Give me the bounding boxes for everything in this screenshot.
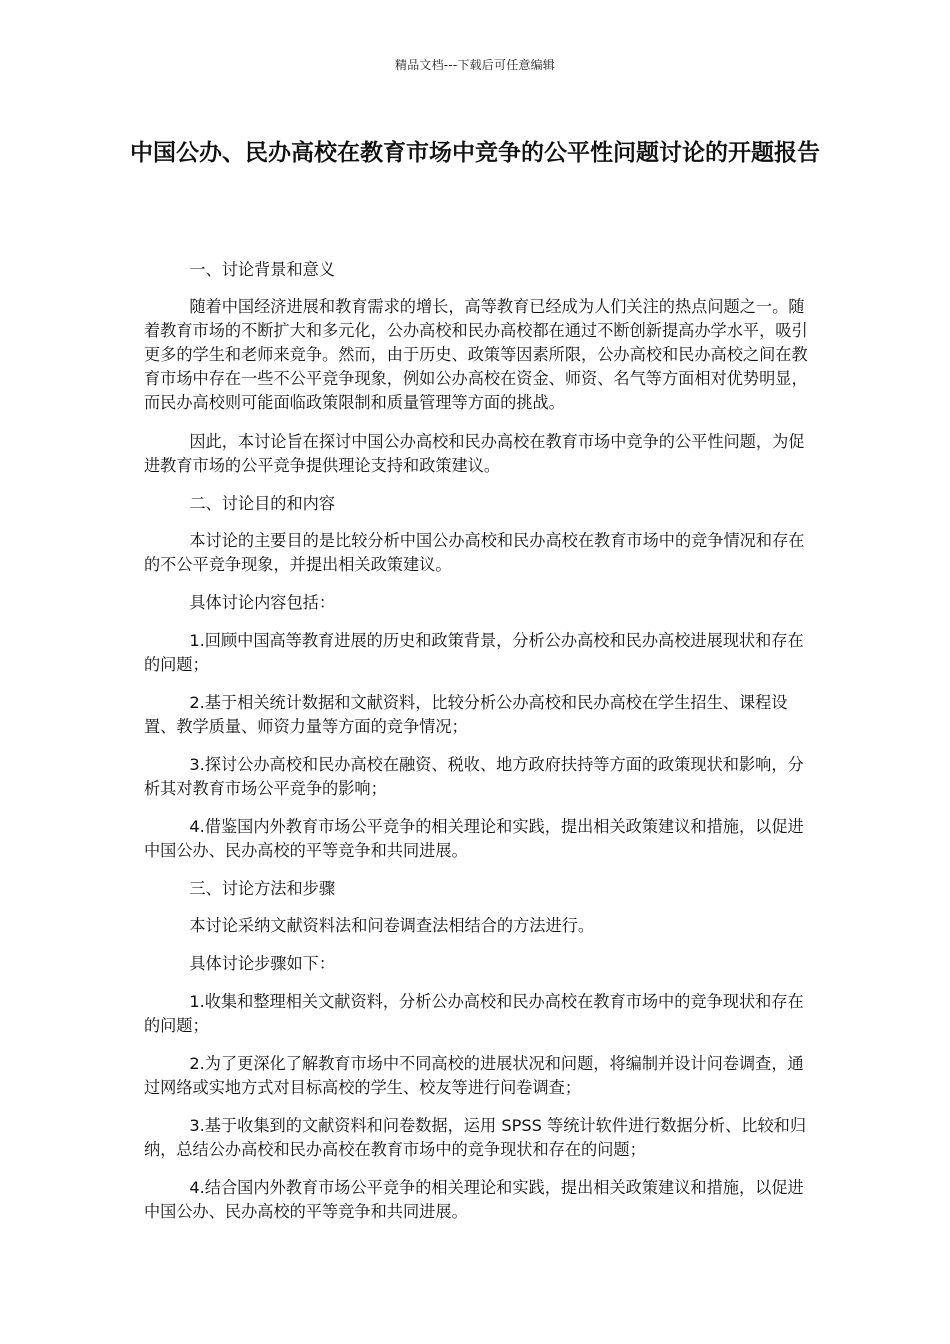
paragraph-main-goal: 本讨论的主要目的是比较分析中国公办高校和民办高校在教育市场中的竞争情况和存在的不公平竞争现象，并提出相关政策建议。 [144,531,805,574]
section-heading-methods: 三、讨论方法和步骤 [189,879,336,898]
document-body [144,258,808,1238]
list-item-step-1: 1.收集和整理相关文献资料，分析公办高校和民办高校在教育市场中的竞争现状和存在的问题； [144,992,804,1035]
list-item-step-4: 4.结合国内外教育市场公平竞争的相关理论和实践，提出相关政策建议和措施，以促进中国公办、民办高校的平等竞争和共同进展。 [144,1178,804,1221]
paragraph-background: 随着中国经济进展和教育需求的增长，高等教育已经成为人们关注的热点问题之一。随着教育市场的不断扩大和多元化，公办高校和民办高校都在通过不断创新提高办学水平，吸引更多的学生和老师来竞争。然而，由于历史、政策等因素所限，公办高校和民办高校之间在教育市场中存在一些不公平竞争现象，例如公办高校在资金、师资、名气等方面相对优势明显，而民办高校则可能面临政策限制和质量管理等方面的挑战。 [144,297,808,412]
list-item-content-1: 1.回顾中国高等教育进展的历史和政策背景，分析公办高校和民办高校进展现状和存在的问题； [144,631,804,674]
list-item-content-2: 2.基于相关统计数据和文献资料，比较分析公办高校和民办高校在学生招生、课程设置、教学质量、师资力量等方面的竞争情况； [144,693,788,736]
list-item-step-2: 2.为了更深化了解教育市场中不同高校的进展状况和问题，将编制并设计问卷调查，通过网络或实地方式对目标高校的学生、校友等进行问卷调查； [144,1054,804,1097]
list-item-step-3: 3.基于收集到的文献资料和问卷数据，运用 SPSS 等统计软件进行数据分析、比较和归纳，总结公办高校和民办高校在教育市场中的竞争现状和存在的问题； [144,1116,807,1159]
paragraph-purpose-statement: 因此，本讨论旨在探讨中国公办高校和民办高校在教育市场中竞争的公平性问题，为促进教育市场的公平竞争提供理论支持和政策建议。 [144,432,805,475]
document-title: 中国公办、民办高校在教育市场中竞争的公平性问题讨论的开题报告 [130,140,820,166]
paragraph-method: 本讨论采纳文献资料法和问卷调查法相结合的方法进行。 [189,916,595,935]
list-item-content-3: 3.探讨公办高校和民办高校在融资、税收、地方政府扶持等方面的政策现状和影响，分析其对教育市场公平竞争的影响； [144,755,804,798]
page-header-note: 精品文档---下载后可任意编辑 [395,58,555,72]
list-item-content-4: 4.借鉴国内外教育市场公平竞争的相关理论和实践，提出相关政策建议和措施，以促进中国公办、民办高校的平等竞争和共同进展。 [144,817,804,860]
section-heading-background: 一、讨论背景和意义 [189,260,336,279]
section-heading-goals: 二、讨论目的和内容 [189,494,336,513]
paragraph-steps-intro: 具体讨论步骤如下： [189,954,336,973]
paragraph-content-intro: 具体讨论内容包括： [189,593,336,612]
